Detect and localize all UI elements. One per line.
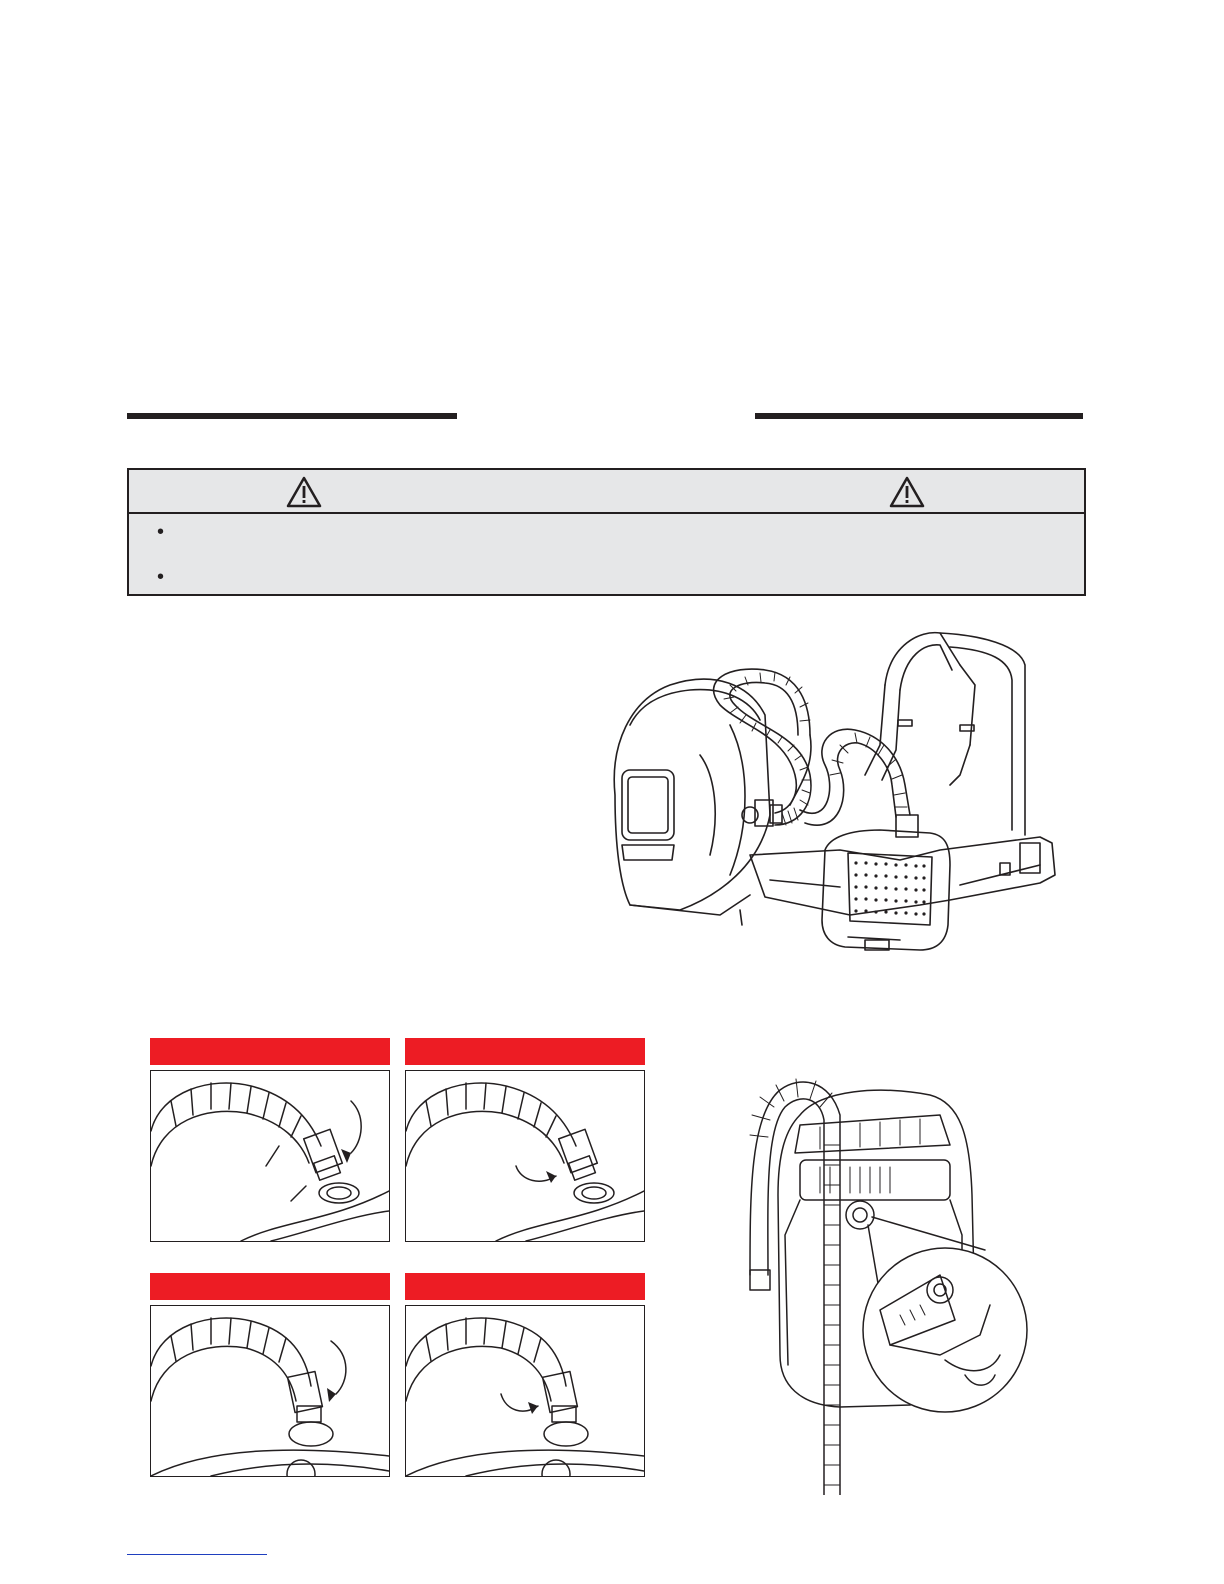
helmet-rear-hose-illustration [740, 1075, 1040, 1495]
header-rule-left [127, 413, 457, 419]
step-label-4 [405, 1273, 645, 1300]
step-illustration-4 [405, 1305, 645, 1477]
footer-link-underline[interactable] [127, 1554, 267, 1555]
step-illustration-2 [405, 1070, 645, 1242]
section-title [460, 402, 752, 426]
step-illustration-3 [150, 1305, 390, 1477]
warning-box [127, 468, 1086, 596]
header-rule-right [755, 413, 1083, 419]
step-label-1 [150, 1038, 390, 1065]
step-illustration-1 [150, 1070, 390, 1242]
step-label-2 [405, 1038, 645, 1065]
papr-system-illustration [600, 625, 1060, 955]
warning-header [129, 470, 1084, 514]
warning-triangle-icon [889, 476, 925, 508]
step-label-3 [150, 1273, 390, 1300]
bullet-marker: • [157, 521, 165, 543]
bullet-marker: • [157, 566, 165, 588]
warning-triangle-icon [286, 476, 322, 508]
